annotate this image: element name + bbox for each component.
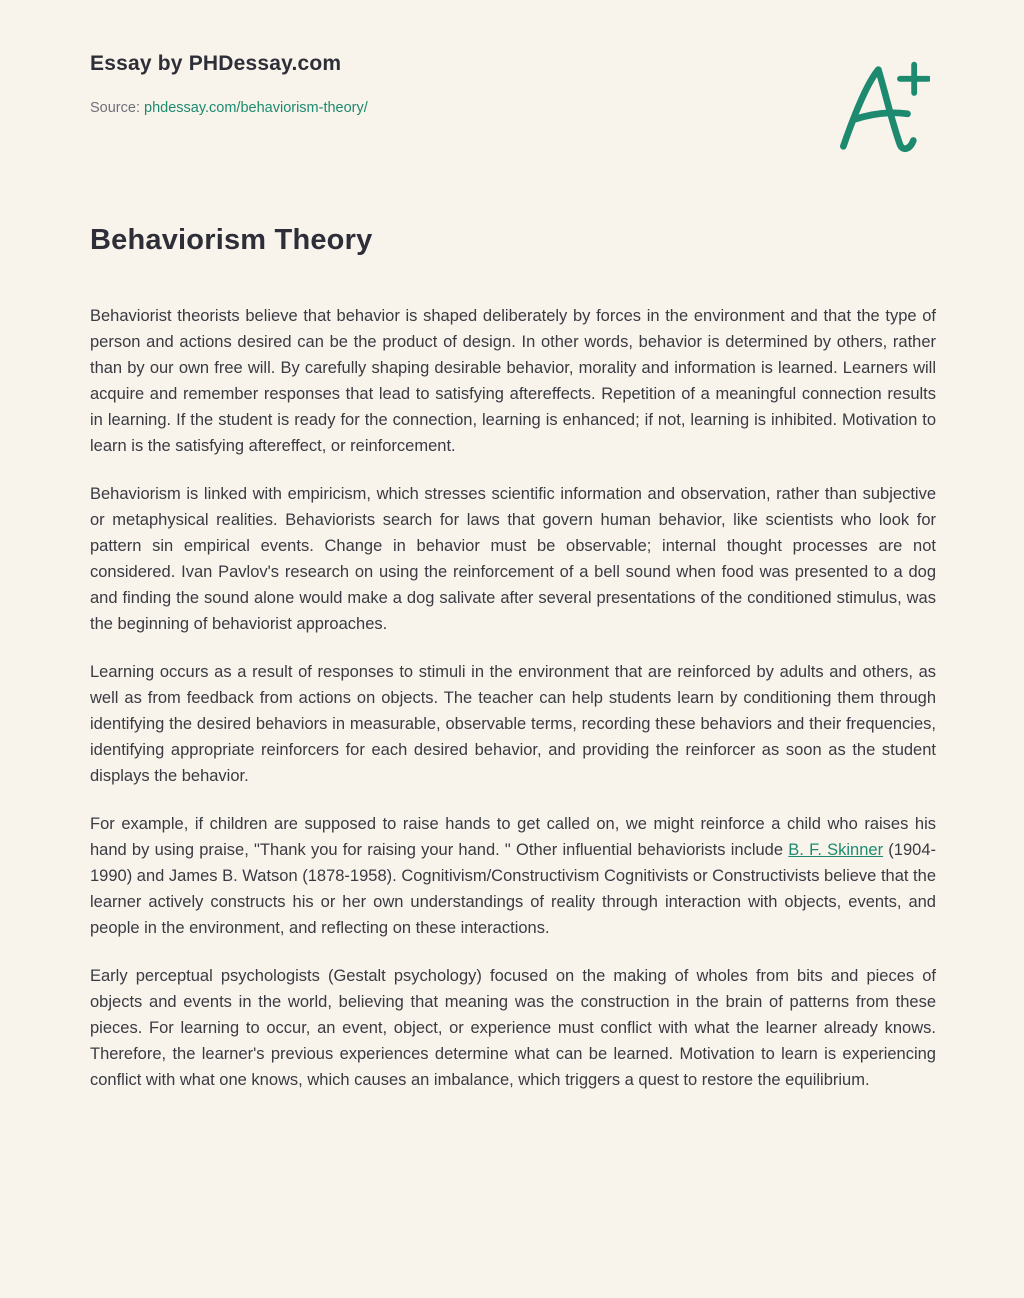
paragraph-4-text-before: For example, if children are supposed to raise hands to get called on, we might reinforce a child who raises his hand by using praise, "Thank you for raising your hand. " Other influential behaviorists include (90, 815, 936, 859)
essay-paragraph-4 (90, 811, 936, 941)
source-line (90, 100, 368, 116)
essay-paragraph-2: Behaviorism is linked with empiricism, which stresses scientific information and observation, rather than subjective or metaphysical realities. Behaviorists search for laws that govern human behavior, like scientists who look for pattern sin empirical events. Change in behavior must be observable; internal thought processes are not considered. Ivan Pavlov's research on using the reinforcement of a bell sound when food was presented to a dog and finding the sound alone would make a dog salivate after several presentations of the conditioned stimulus, was the beginning of behaviorist approaches. (90, 485, 936, 633)
essay-paragraph-5: Early perceptual psychologists (Gestalt psychology) focused on the making of wholes from bits and pieces of objects and events in the world, believing that meaning was the construction in the brain of patterns from these pieces. For learning to occur, an event, object, or experience must conflict with what the learner already knows. Therefore, the learner's previous experiences determine what can be learned. Motivation to learn is experiencing conflict with what one knows, which causes an imbalance, which triggers a quest to restore the equilibrium. (90, 967, 936, 1089)
essay-body (90, 303, 936, 1093)
page-title: Behaviorism Theory (90, 224, 373, 256)
essay-paragraph-1: Behaviorist theorists believe that behavior is shaped deliberately by forces in the environment and that the type of person and actions desired can be the product of design. In other words, behavior is determined by others, rather than by our own free will. By carefully shaping desirable behavior, morality and information is learned. Learners will acquire and remember responses that lead to satisfying aftereffects. Repetition of a meaningful connection results in learning. If the student is ready for the connection, learning is enhanced; if not, learning is inhibited. Motivation to learn is the satisfying aftereffect, or reinforcement. (90, 307, 936, 455)
header-text-block (90, 52, 368, 116)
page-header (90, 52, 936, 160)
skinner-link[interactable]: B. F. Skinner (788, 841, 884, 859)
a-plus-logo-icon (830, 56, 930, 160)
essay-paragraph-3: Learning occurs as a result of responses to stimuli in the environment that are reinforced by adults and others, as well as from feedback from actions on objects. The teacher can help students learn by conditioning them through identifying the desired behaviors in measurable, observable terms, recording these behaviors and their frequencies, identifying appropriate reinforcers for each desired behavior, and providing the reinforcer as soon as the student displays the behavior. (90, 663, 936, 785)
paragraph-4-text-after: (1904-1990) and James B. Watson (1878-1958). Cognitivism/Constructivism Cognitivists or Constructivists believe that the learner actively constructs his or her own understandings of reality through interaction with objects, events, and people in the environment, and reflecting on these interactions. (90, 841, 937, 937)
source-link[interactable]: phdessay.com/behaviorism-theory/ (144, 100, 368, 116)
source-label: Source: (90, 100, 140, 116)
essay-byline: Essay by PHDessay.com (90, 52, 342, 75)
